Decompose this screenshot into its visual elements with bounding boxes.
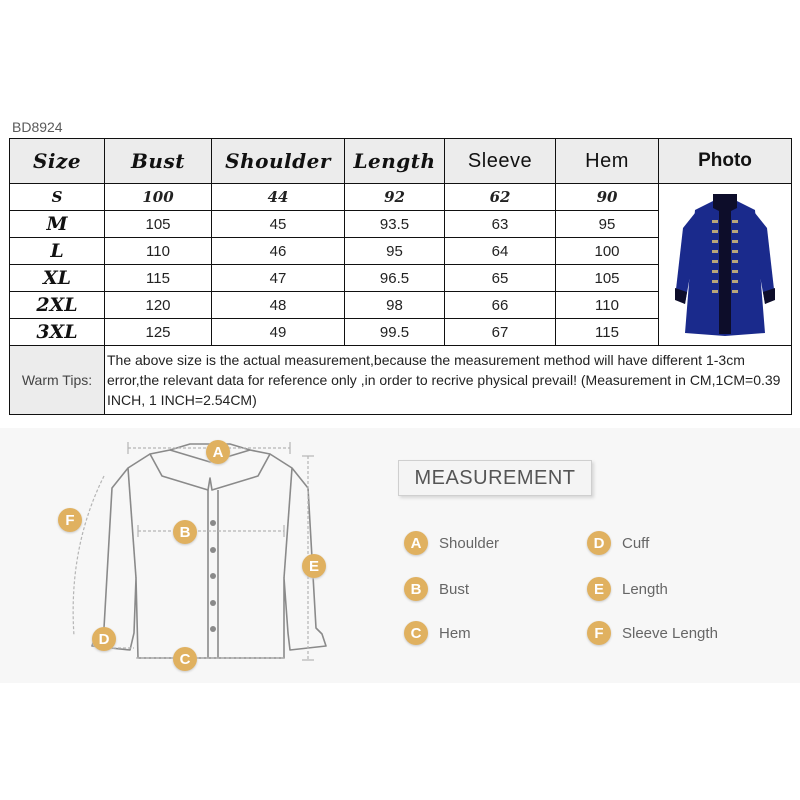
shirt-badge-b <box>173 520 197 544</box>
sleeve-value: 65 <box>445 265 556 292</box>
legend-f-icon: F <box>587 621 611 645</box>
shirt-badge-d <box>92 627 116 651</box>
shirt-badge-c <box>173 647 197 671</box>
coat-button-mark <box>712 280 718 283</box>
bust-value: 105 <box>105 211 212 238</box>
legend-item-hem <box>404 621 471 645</box>
legend-label: Hem <box>439 624 471 642</box>
legend-e-icon: E <box>587 577 611 601</box>
legend-b-icon: B <box>404 577 428 601</box>
coat-button-mark <box>712 240 718 243</box>
legend-item-cuff <box>587 531 649 555</box>
coat-button-mark <box>732 260 738 263</box>
badge-f-icon: F <box>58 508 82 532</box>
coat-button-mark <box>712 220 718 223</box>
size-label: L <box>10 238 105 265</box>
hem-value: 110 <box>556 292 659 319</box>
size-label: 2XL <box>10 292 105 319</box>
length-value: 99.5 <box>345 319 445 346</box>
length-value: 93.5 <box>345 211 445 238</box>
shoulder-value: 47 <box>212 265 345 292</box>
coat-button-mark <box>732 290 738 293</box>
sleeve-value: 62 <box>445 184 556 211</box>
hem-value: 105 <box>556 265 659 292</box>
coat-button-mark <box>732 240 738 243</box>
measurement-diagram-section <box>0 428 800 683</box>
header-sleeve: Sleeve <box>445 139 556 184</box>
size-label: M <box>10 211 105 238</box>
legend-label: Sleeve Length <box>622 624 718 642</box>
coat-button-mark <box>712 270 718 273</box>
legend-item-sleeve-length <box>587 621 718 645</box>
badge-a-icon: A <box>206 440 230 464</box>
bust-value: 115 <box>105 265 212 292</box>
length-value: 98 <box>345 292 445 319</box>
size-label: XL <box>10 265 105 292</box>
legend-item-length <box>587 577 668 601</box>
sleeve-value: 66 <box>445 292 556 319</box>
size-chart-table <box>9 138 792 415</box>
shoulder-value: 46 <box>212 238 345 265</box>
legend-item-shoulder <box>404 531 499 555</box>
coat-button-mark <box>732 230 738 233</box>
shoulder-value: 49 <box>212 319 345 346</box>
bust-value: 120 <box>105 292 212 319</box>
measurement-title: MEASUREMENT <box>398 460 592 496</box>
badge-c-icon: C <box>173 647 197 671</box>
header-shoulder: Shoulder <box>212 139 345 184</box>
header-length: Length <box>345 139 445 184</box>
shirt-badge-a <box>206 440 230 464</box>
length-value: 92 <box>345 184 445 211</box>
coat-button-mark <box>712 290 718 293</box>
badge-d-icon: D <box>92 627 116 651</box>
size-label: S <box>10 184 105 211</box>
sleeve-value: 64 <box>445 238 556 265</box>
hem-value: 95 <box>556 211 659 238</box>
badge-b-icon: B <box>173 520 197 544</box>
coat-button-mark <box>732 250 738 253</box>
shirt-badge-f <box>58 508 82 532</box>
legend-label: Shoulder <box>439 534 500 552</box>
warm-tips-label: Warm Tips: <box>10 346 105 415</box>
table-header-row <box>10 139 792 184</box>
warm-tips-text: The above size is the actual measurement,because the measurement method will have different 1-3cm error,the relevant data for reference only ,in order to recrive physical prevail! (Measurement in CM,1CM=0.39 INCH, 1 INCH=2.54CM) <box>105 346 792 415</box>
shirt-diagram-icon <box>40 428 360 678</box>
legend-label: Length <box>622 580 668 598</box>
legend-a-icon: A <box>404 531 428 555</box>
legend-d-icon: D <box>587 531 611 555</box>
sleeve-value: 63 <box>445 211 556 238</box>
product-photo-cell <box>659 184 792 346</box>
bust-value: 110 <box>105 238 212 265</box>
coat-button-mark <box>732 270 738 273</box>
coat-photo-icon <box>665 188 785 338</box>
hem-value: 90 <box>556 184 659 211</box>
sleeve-value: 67 <box>445 319 556 346</box>
shirt-badge-e <box>302 554 326 578</box>
shoulder-value: 45 <box>212 211 345 238</box>
table-row <box>10 184 792 211</box>
header-photo: Photo <box>659 139 792 184</box>
warm-tips-row <box>10 346 792 415</box>
coat-button-mark <box>732 280 738 283</box>
coat-button-mark <box>712 250 718 253</box>
shoulder-value: 44 <box>212 184 345 211</box>
legend-label: Cuff <box>622 534 650 552</box>
bust-value: 100 <box>105 184 212 211</box>
size-label: 3XL <box>10 319 105 346</box>
coat-button-mark <box>712 260 718 263</box>
legend-item-bust <box>404 577 469 601</box>
legend-c-icon: C <box>404 621 428 645</box>
legend-label: Bust <box>439 580 470 598</box>
product-code: BD8924 <box>12 119 63 135</box>
header-bust: Bust <box>105 139 212 184</box>
hem-value: 100 <box>556 238 659 265</box>
coat-button-mark <box>732 220 738 223</box>
hem-value: 115 <box>556 319 659 346</box>
length-value: 95 <box>345 238 445 265</box>
header-size: Size <box>10 139 105 184</box>
badge-e-icon: E <box>302 554 326 578</box>
shoulder-value: 48 <box>212 292 345 319</box>
header-hem: Hem <box>556 139 659 184</box>
coat-button-mark <box>712 230 718 233</box>
bust-value: 125 <box>105 319 212 346</box>
length-value: 96.5 <box>345 265 445 292</box>
